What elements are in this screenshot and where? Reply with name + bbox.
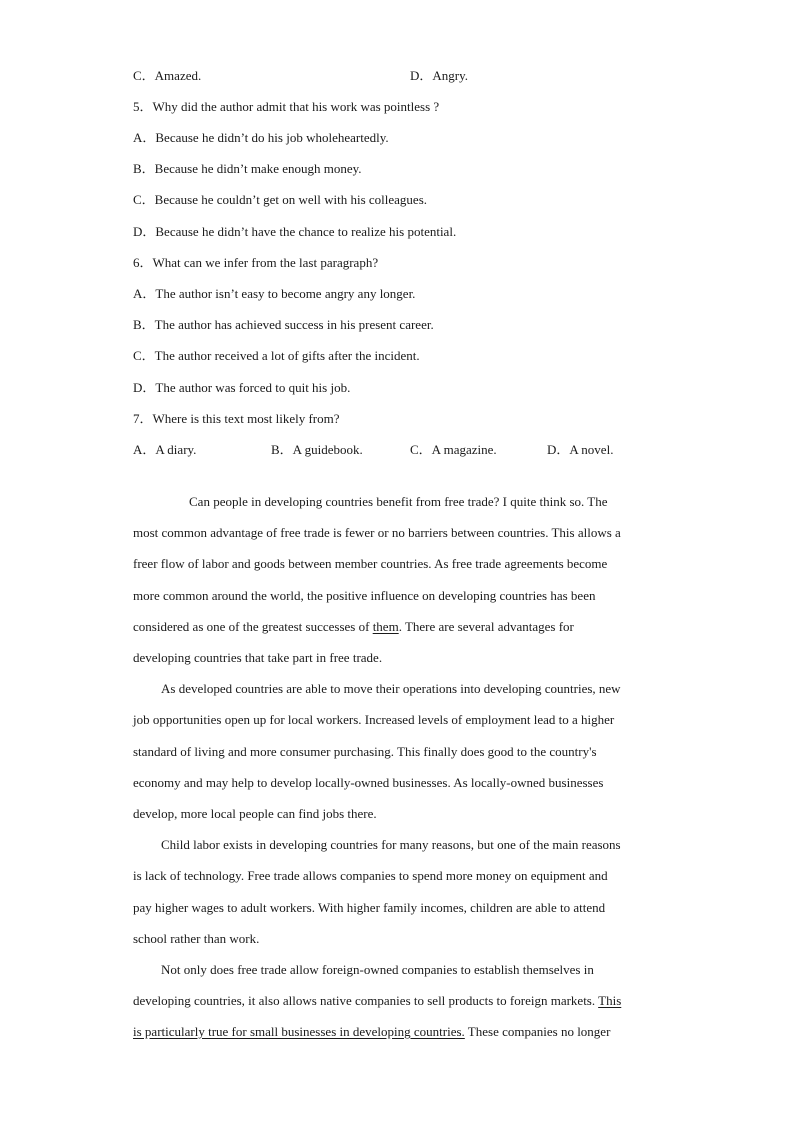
q5-option-c: C．Because he couldn’t get on well with his colleagues. [133, 192, 427, 207]
passage-text: These companies no longer [464, 1024, 611, 1039]
passage-p2-line-2: job opportunities open up for local workers. Increased levels of employment lead to a higher [133, 712, 615, 727]
q4-option-d: D．Angry. [410, 68, 469, 83]
q7-question: 7．Where is this text most likely from? [133, 411, 340, 426]
q7-option-d: D．A novel. [547, 442, 614, 457]
passage-text: . There are several advantages for [398, 619, 574, 634]
passage-text: developing countries, it also allows native companies to sell products to foreign markets. [133, 993, 599, 1008]
passage-p4-line-1: Not only does free trade allow foreign-owned companies to establish themselves in [161, 962, 594, 977]
q7-option-c: C．A magazine. [410, 442, 497, 457]
passage-p1-line-1: Can people in developing countries benefit from free trade? I quite think so. The [189, 494, 608, 509]
q4-option-c: C．Amazed. [133, 68, 202, 83]
q7-option-b: B．A guidebook. [271, 442, 363, 457]
q6-option-c: C．The author received a lot of gifts after the incident. [133, 348, 420, 363]
passage-p1-line-4: more common around the world, the positive influence on developing countries has been [133, 588, 596, 603]
q6-option-d: D．The author was forced to quit his job. [133, 380, 351, 395]
passage-p1-line-2: most common advantage of free trade is fewer or no barriers between countries. This allows a [133, 525, 621, 540]
passage-p4-line-3 [133, 1024, 610, 1040]
passage-p1-line-3: freer flow of labor and goods between member countries. As free trade agreements become [133, 556, 608, 571]
passage-p1-line-5 [133, 619, 574, 635]
q5-option-a: A．Because he didn’t do his job wholeheartedly. [133, 130, 389, 145]
q6-question: 6．What can we infer from the last paragraph? [133, 255, 379, 270]
q6-option-b: B．The author has achieved success in his present career. [133, 317, 434, 332]
underlined-word-them: them [372, 619, 399, 634]
passage-p2-line-5: develop, more local people can find jobs there. [133, 806, 377, 821]
q7-option-a: A．A diary. [133, 442, 197, 457]
q5-option-d: D．Because he didn’t have the chance to realize his potential. [133, 224, 457, 239]
passage-p4-line-2 [133, 993, 621, 1009]
q6-option-a: A．The author isn’t easy to become angry any longer. [133, 286, 416, 301]
passage-p2-line-4: economy and may help to develop locally-owned businesses. As locally-owned businesses [133, 775, 604, 790]
passage-p3-line-3: pay higher wages to adult workers. With higher family incomes, children are able to attend [133, 900, 606, 915]
passage-p3-line-2: is lack of technology. Free trade allows companies to spend more money on equipment and [133, 868, 608, 883]
passage-p2-line-3: standard of living and more consumer purchasing. This finally does good to the country's [133, 744, 597, 759]
underlined-sentence: is particularly true for small businesses in developing countries. [133, 1024, 465, 1039]
passage-p3-line-1: Child labor exists in developing countries for many reasons, but one of the main reasons [161, 837, 621, 852]
passage-p1-line-6: developing countries that take part in free trade. [133, 650, 383, 665]
passage-text: considered as one of the greatest successes of [133, 619, 373, 634]
q5-question: 5．Why did the author admit that his work was pointless ? [133, 99, 440, 114]
underlined-sentence: This [598, 993, 622, 1008]
passage-p2-line-1: As developed countries are able to move their operations into developing countries, new [161, 681, 621, 696]
passage-p3-line-4: school rather than work. [133, 931, 260, 946]
q5-option-b: B．Because he didn’t make enough money. [133, 161, 362, 176]
